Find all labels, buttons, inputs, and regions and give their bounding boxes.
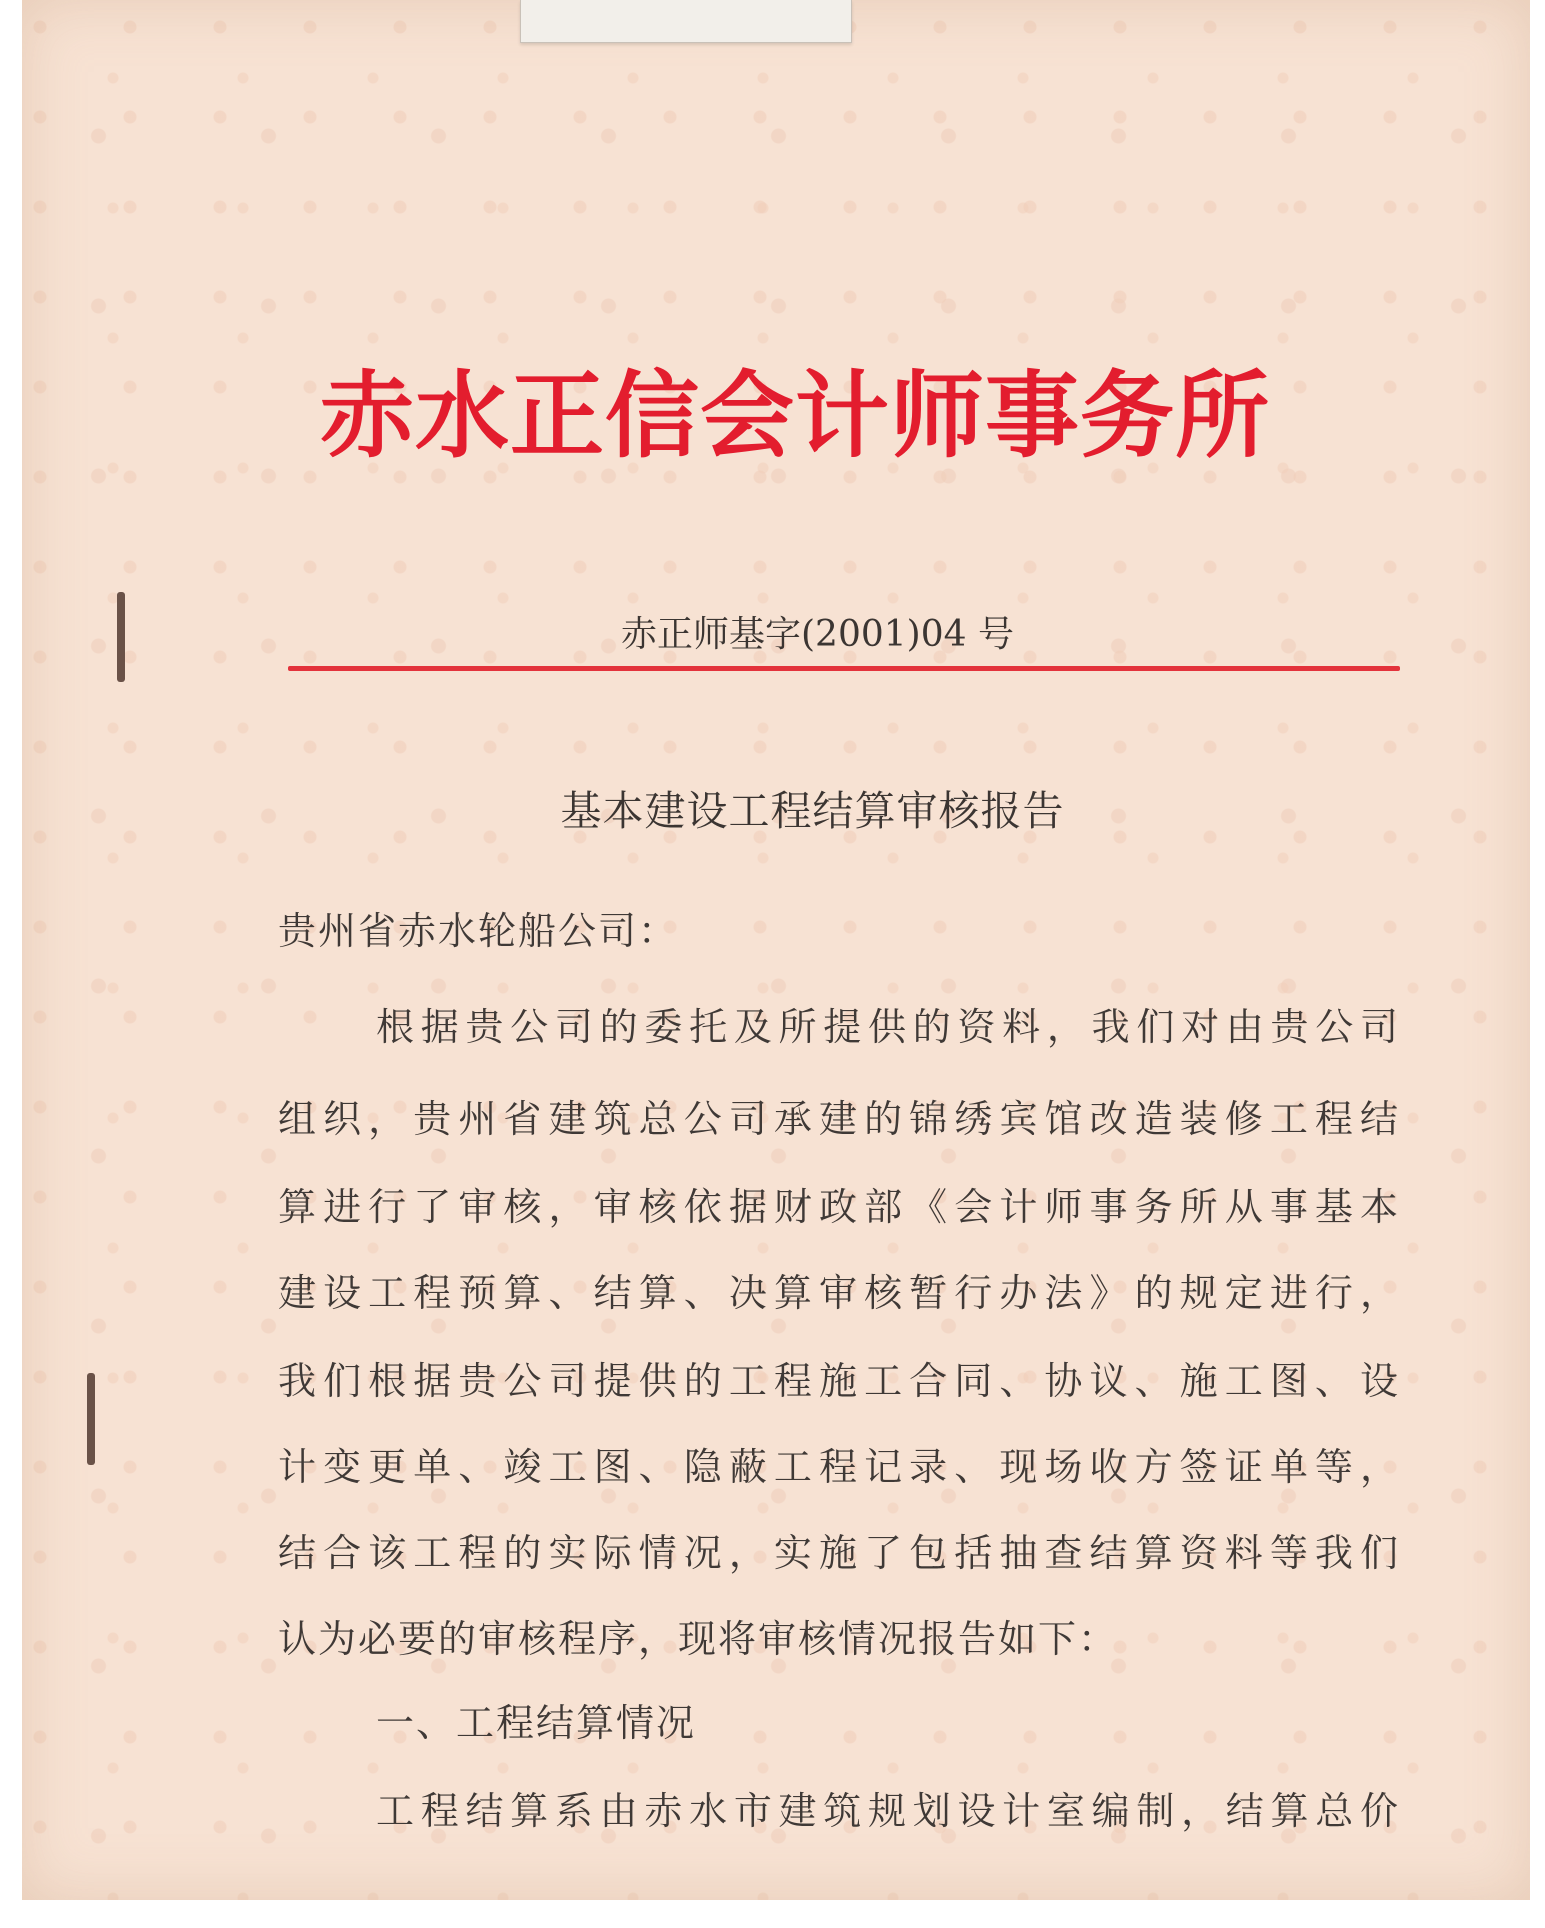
staple-bottom: [87, 1373, 95, 1465]
paragraph-line: 认为必要的审核程序，现将审核情况报告如下：: [278, 1617, 1119, 1661]
report-title: 基本建设工程结算审核报告: [560, 787, 1065, 835]
paragraph-line: 算进行了审核，审核依据财政部《会计师事务所从事基本: [278, 1185, 1400, 1229]
document-number: 赤正师基字(2001)04 号: [621, 614, 1014, 655]
addressee: 贵州省赤水轮船公司：: [278, 909, 679, 953]
paragraph-line: 建设工程预算、结算、决算审核暂行办法》的规定进行，: [278, 1271, 1400, 1315]
firm-name: 赤水正信会计师事务所: [319, 362, 1270, 471]
paragraph-line: 我们根据贵公司提供的工程施工合同、协议、施工图、设: [278, 1359, 1400, 1403]
paragraph-line: 工程结算系由赤水市建筑规划设计室编制，结算总价: [376, 1789, 1400, 1833]
paragraph-line: 组织，贵州省建筑总公司承建的锦绣宾馆改造装修工程结: [278, 1097, 1400, 1141]
paragraph-line: 根据贵公司的委托及所提供的资料，我们对由贵公司: [376, 1005, 1400, 1049]
paragraph-line: 计变更单、竣工图、隐蔽工程记录、现场收方签证单等，: [278, 1445, 1400, 1489]
section-heading: 一、工程结算情况: [376, 1701, 697, 1745]
report-body: [278, 0, 1400, 1928]
paragraph-line: 结合该工程的实际情况，实施了包括抽查结算资料等我们: [278, 1531, 1400, 1575]
